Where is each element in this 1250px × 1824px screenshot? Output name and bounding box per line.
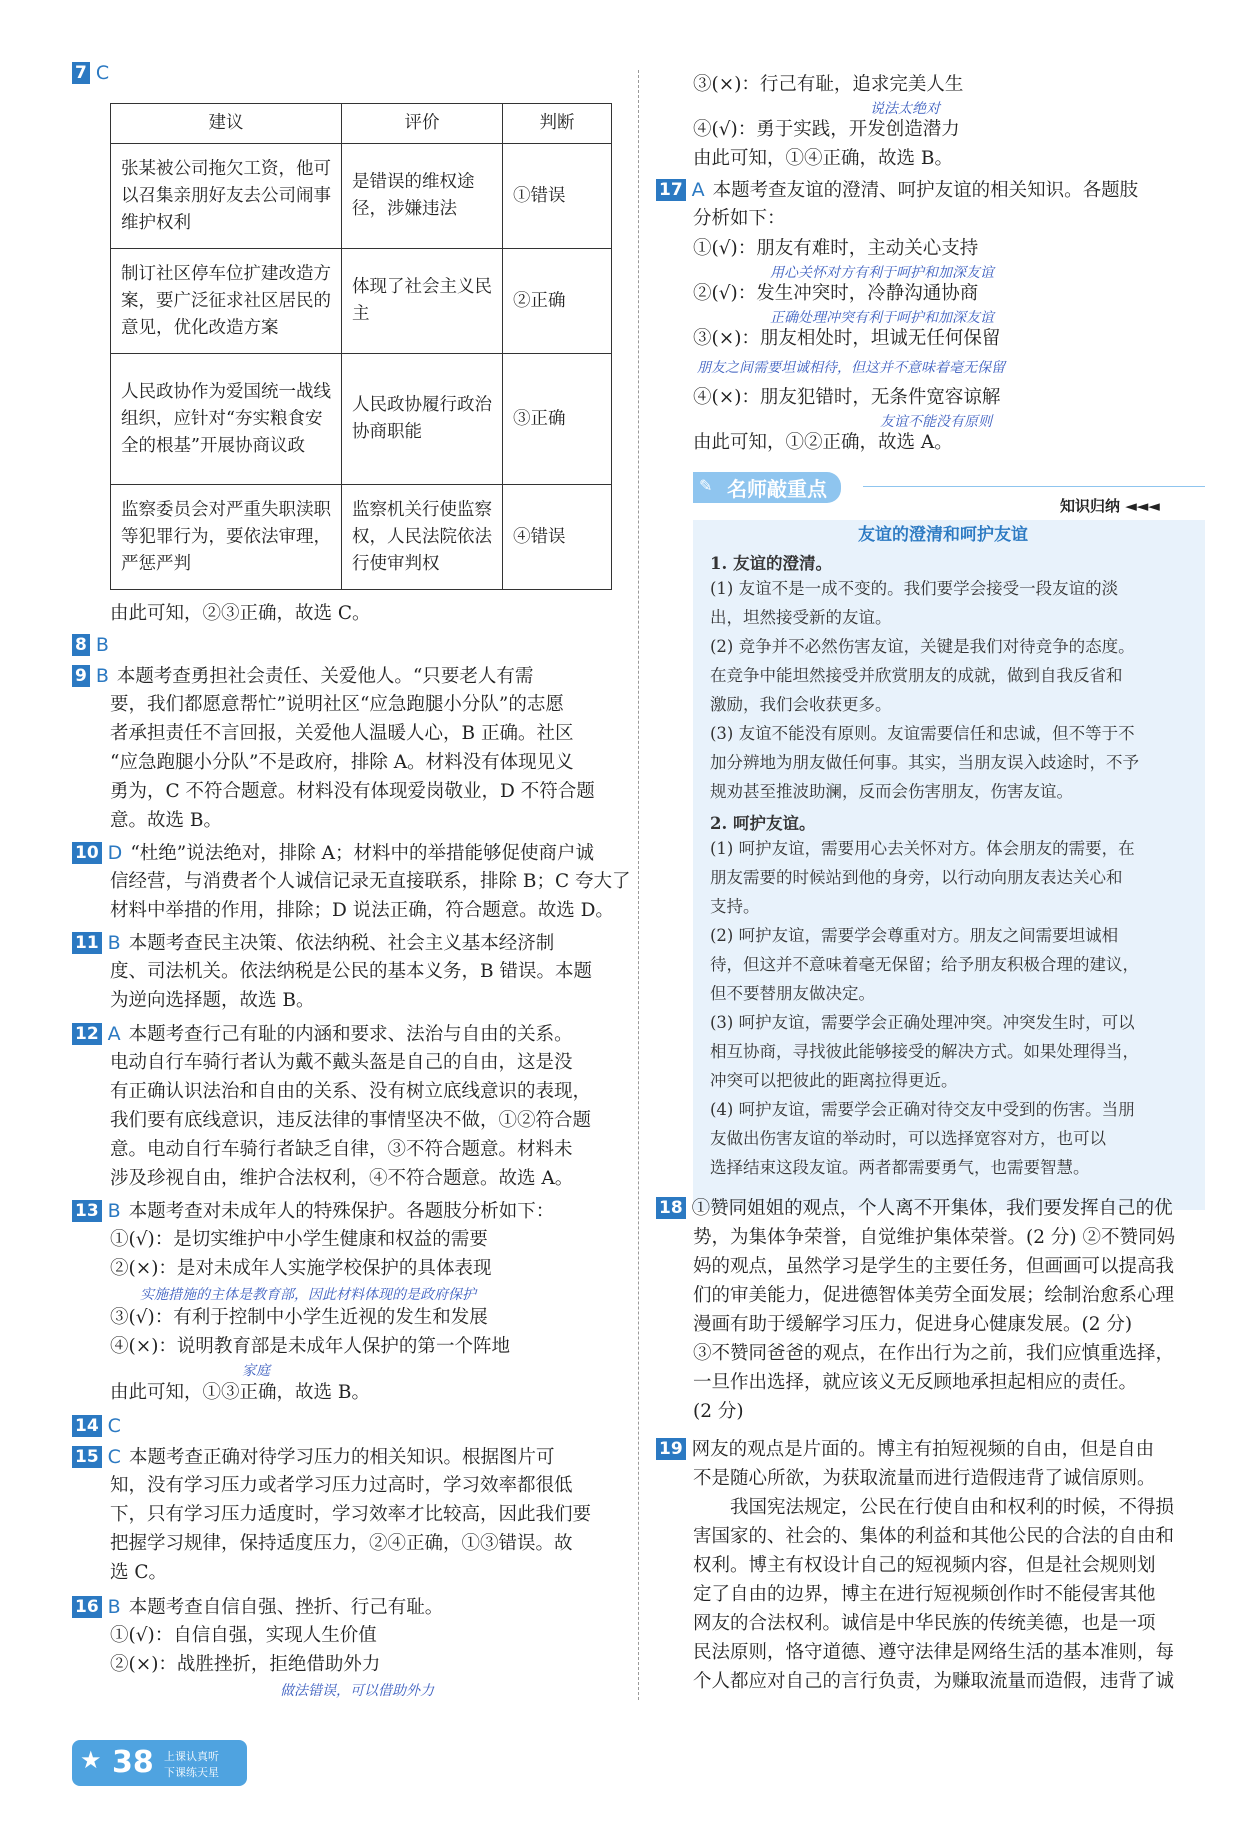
q12-line: 涉及珍视自由，维护合法权利，④不符合题意。故选 A。 [110,1168,574,1189]
table-cell: 人民政协作为爱国统一战线组织，应针对“夯实粮食安全的根基”开展协商议政 [111,354,342,485]
knowledge-line: 加分辨地为朋友做任何事。其实，当朋友误入歧途时，不予 [710,753,1139,772]
banner-rule [863,486,1205,487]
q19-line: 害国家的、社会的、集体的利益和其他公民的合法的自由和 [693,1526,1175,1547]
q16-line: 16 B 本题考查自信自强、挫折、行己有耻。 [72,1594,443,1621]
table-header: 判断 [503,104,612,144]
q11-line: 11 B 本题考查民主决策、依法纳税、社会主义基本经济制 [72,930,554,957]
table-cell: 张某被公司拖欠工资，他可以召集亲朋好友去公司闹事维护权利 [111,144,342,249]
table-row [111,354,612,485]
q9-line: 要，我们都愿意帮忙”说明社区“应急跑腿小分队”的志愿 [110,694,564,715]
q13-line: ③(√)：有利于控制中小学生近视的发生和发展 [110,1307,488,1328]
q16-cont-line: ③(×)：行己有耻，追求完美人生 [693,74,964,95]
q11-line: 为逆向选择题，故选 B。 [110,990,315,1011]
q15-line: 知，没有学习压力或者学习压力过高时，学习效率都很低 [110,1475,573,1496]
q19-line: 19 网友的观点是片面的。博主有拍短视频的自由，但是自由 [656,1437,1154,1463]
q13-line: 13 B 本题考查对未成年人的特殊保护。各题肢分析如下： [72,1198,554,1225]
q19-line: 网友的合法权利。诚信是中华民族的传统美德，也是一项 [693,1613,1156,1634]
q18-line: 势，为集体争荣誉，自觉维护集体荣誉。(2 分) ②不赞同妈 [693,1227,1175,1248]
page-number-badge [72,1740,247,1786]
table-cell: 是错误的维权途径，涉嫌违法 [342,144,503,249]
table-cell: ③正确 [503,354,612,485]
knowledge-line: 但不要替朋友做决定。 [710,984,875,1003]
q17-conclusion: 由此可知，①②正确，故选 A。 [693,432,953,453]
table-cell: 监察机关行使监察权，人民法院依法行使审判权 [342,485,503,590]
q17-line: 17 A 本题考查友谊的澄清、呵护友谊的相关知识。各题肢 [656,177,1138,204]
q17-line: ③(×)：朋友相处时，坦诚无任何保留 [693,328,1001,349]
q19-line: 定了自由的边界，博主在进行短视频创作时不能侵害其他 [693,1584,1156,1605]
q19-line: 个人都应对自己的言行负责，为赚取流量而造假，违背了诚 [693,1671,1175,1692]
knowledge-line: 激励，我们会收获更多。 [710,695,892,714]
q18-line: 18 ①赞同姐姐的观点，个人离不开集体，我们要发挥自己的优 [656,1196,1173,1222]
table-cell: 制订社区停车位扩建改造方案，要广泛征求社区居民的意见，优化改造方案 [111,249,342,354]
q16-line: ②(×)：战胜挫折，拒绝借助外力 [110,1654,381,1675]
q12-line: 有正确认识法治和自由的关系、没有树立底线意识的表现， [110,1081,592,1102]
q17-line: ②(√)：发生冲突时，冷静沟通协商 [693,283,979,304]
handwritten-note: 做法错误，可以借助外力 [280,1683,434,1699]
handwritten-note: 说法太绝对 [870,101,940,117]
q19-line: 民法原则，恪守道德、遵守法律是网络生活的基本准则，每 [693,1642,1175,1663]
q18-line: 一旦作出选择，就应该义无反顾地承担起相应的责任。 [693,1372,1138,1393]
handwritten-note: 朋友之间需要坦诚相待，但这并不意味着毫无保留 [697,360,1005,376]
knowledge-line: (1) 友谊不是一成不变的。我们要学会接受一段友谊的淡 [710,579,1119,598]
handwritten-note: 实施措施的主体是教育部，因此材料体现的是政府保护 [140,1287,476,1303]
knowledge-line: (3) 友谊不能没有原则。友谊需要信任和忠诚，但不等于不 [710,724,1135,743]
handwritten-note: 友谊不能没有原则 [880,414,992,430]
table-header-row [111,104,612,144]
table-cell: ①错误 [503,144,612,249]
q13-line: 由此可知，①③正确，故选 B。 [110,1382,370,1403]
q12-line: 我们要有底线意识，违反法律的事情坚决不做，①②符合题 [110,1110,592,1131]
knowledge-line: 待，但这并不意味着毫无保留；给予朋友积极合理的建议， [710,955,1139,974]
banner-title: 名师敲重点 [693,472,841,503]
handwritten-note: 家庭 [242,1363,270,1379]
q10-line: 材料中举措的作用，排除；D 说法正确，符合题意。故选 D。 [110,900,614,921]
table-cell: 体现了社会主义民主 [342,249,503,354]
q15-line: 15 C 本题考查正确对待学习压力的相关知识。根据图片可 [72,1444,554,1471]
knowledge-title: 友谊的澄清和呵护友谊 [858,525,1028,545]
knowledge-line: 朋友需要的时候站到他的身旁，以行动向朋友表达关心和 [710,868,1123,887]
q15-line: 把握学习规律，保持适度压力，②④正确，①③错误。故 [110,1533,573,1554]
q10-line: 10 D “杜绝”说法绝对，排除 A；材料中的举措能够促使商户诚 [72,840,594,867]
q16-cont-line: ④(√)：勇于实践，开发创造潜力 [693,119,960,140]
q17-line: ①(√)：朋友有难时，主动关心支持 [693,238,979,259]
q19-line: 权利。博主有权设计自己的短视频内容，但是社会规则划 [693,1555,1156,1576]
knowledge-line: (2) 竞争并不必然伤害友谊，关键是我们对待竞争的态度。 [710,637,1135,656]
knowledge-heading: 1. 友谊的澄清。 [710,554,832,573]
q13-line: ②(×)：是对未成年人实施学校保护的具体表现 [110,1258,492,1279]
q19-line: 我国宪法规定，公民在行使自由和权利的时候，不得损 [693,1497,1175,1518]
q13-line: ①(√)：是切实维护中小学生健康和权益的需要 [110,1229,488,1250]
pencil-icon: ✎ [699,476,713,495]
knowledge-line: 出，坦然接受新的友谊。 [710,608,892,627]
star-icon: ★ [80,1746,102,1774]
q13-line: ④(×)：说明教育部是未成年人保护的第一个阵地 [110,1336,510,1357]
knowledge-tag: 知识归纳 ◄◄◄ [1060,497,1160,515]
q8-header: 8 B [72,632,117,659]
q18-line: 们的审美能力，促进德智体美劳全面发展；绘制治愈系心理 [693,1285,1175,1306]
q11-line: 度、司法机关。依法纳税是公民的基本义务，B 错误。本题 [110,961,592,982]
footer-slogan: 上课认真听 [164,1750,219,1763]
q9-line: 勇为，C 不符合题意。材料没有体现爱岗敬业，D 不符合题 [110,781,595,802]
knowledge-line: 支持。 [710,897,760,916]
q15-line: 下，只有学习压力适度时，学习效率才比较高，因此我们要 [110,1504,592,1525]
table-row [111,485,612,590]
q9-line: 者承担责任不言回报，关爱他人温暖人心，B 正确。社区 [110,723,574,744]
q7-header: 7 C [72,60,117,87]
q16-line: ①(√)：自信自强，实现人生价值 [110,1625,377,1646]
table-row [111,249,612,354]
q15-line: 选 C。 [110,1562,168,1583]
table-cell: 人民政协履行政治协商职能 [342,354,503,485]
q18-line: ③不赞同爸爸的观点，在作出行为之前，我们应慎重选择， [693,1343,1175,1364]
q17-line: ④(×)：朋友犯错时，无条件宽容谅解 [693,387,1001,408]
knowledge-line: (4) 呵护友谊，需要学会正确对待交友中受到的伤害。当朋 [710,1100,1135,1119]
q18-line: (2 分) [693,1401,744,1422]
table-cell: 监察委员会对严重失职渎职等犯罪行为，要依法审理，严惩严判 [111,485,342,590]
q19-line: 不是随心所欲，为获取流量而进行造假违背了诚信原则。 [693,1468,1156,1489]
q14-header: 14 C [72,1413,129,1440]
q7-table [110,103,612,590]
q10-line: 信经营，与消费者个人诚信记录无直接联系，排除 B；C 夸大了 [110,871,631,892]
table-cell: ②正确 [503,249,612,354]
q9-line: 9 B 本题考查勇担社会责任、关爱他人。“只要老人有需 [72,663,533,690]
knowledge-line: (1) 呵护友谊，需要用心去关怀对方。体会朋友的需要，在 [710,839,1135,858]
knowledge-heading: 2. 呵护友谊。 [710,814,816,833]
q18-line: 妈的观点，虽然学习是学生的主要任务，但画画可以提高我 [693,1256,1175,1277]
handwritten-note: 正确处理冲突有利于呵护和加深友谊 [770,310,994,326]
knowledge-line: (2) 呵护友谊，需要学会尊重对方。朋友之间需要坦诚相 [710,926,1119,945]
table-row [111,144,612,249]
handwritten-note: 用心关怀对方有利于呵护和加深友谊 [770,265,994,281]
column-divider [638,70,639,1700]
knowledge-line: 在竞争中能坦然接受并欣赏朋友的成就，做到自我反省和 [710,666,1123,685]
q12-line: 意。电动自行车骑行者缺乏自律，③不符合题意。材料未 [110,1139,573,1160]
q7-conclusion: 由此可知，②③正确，故选 C。 [110,603,371,624]
knowledge-line: 规劝甚至推波助澜，反而会伤害朋友，伤害友谊。 [710,782,1073,801]
knowledge-line: 友做出伤害友谊的举动时，可以选择宽容对方，也可以 [710,1129,1106,1148]
knowledge-line: 冲突可以把彼此的距离拉得更近。 [710,1071,958,1090]
knowledge-line: 选择结束这段友谊。两者都需要勇气，也需要智慧。 [710,1158,1090,1177]
table-header: 建议 [111,104,342,144]
page-number: 38 [112,1745,154,1780]
q16-conclusion: 由此可知，①④正确，故选 B。 [693,148,953,169]
table-cell: ④错误 [503,485,612,590]
q17-line: 分析如下： [693,208,786,229]
q9-line: “应急跑腿小分队”不是政府，排除 A。材料没有体现见义 [110,752,574,773]
q12-line: 12 A 本题考查行己有耻的内涵和要求、法治与自由的关系。 [72,1021,573,1048]
q18-line: 漫画有助于缓解学习压力，促进身心健康发展。(2 分) [693,1314,1133,1335]
table-header: 评价 [342,104,503,144]
knowledge-line: 相互协商，寻找彼此能够接受的解决方式。如果处理得当， [710,1042,1139,1061]
footer-slogan: 下课练天星 [164,1766,219,1779]
knowledge-line: (3) 呵护友谊，需要学会正确处理冲突。冲突发生时，可以 [710,1013,1135,1032]
q12-line: 电动自行车骑行者认为戴不戴头盔是自己的自由，这是没 [110,1052,573,1073]
q9-line: 意。故选 B。 [110,810,222,831]
